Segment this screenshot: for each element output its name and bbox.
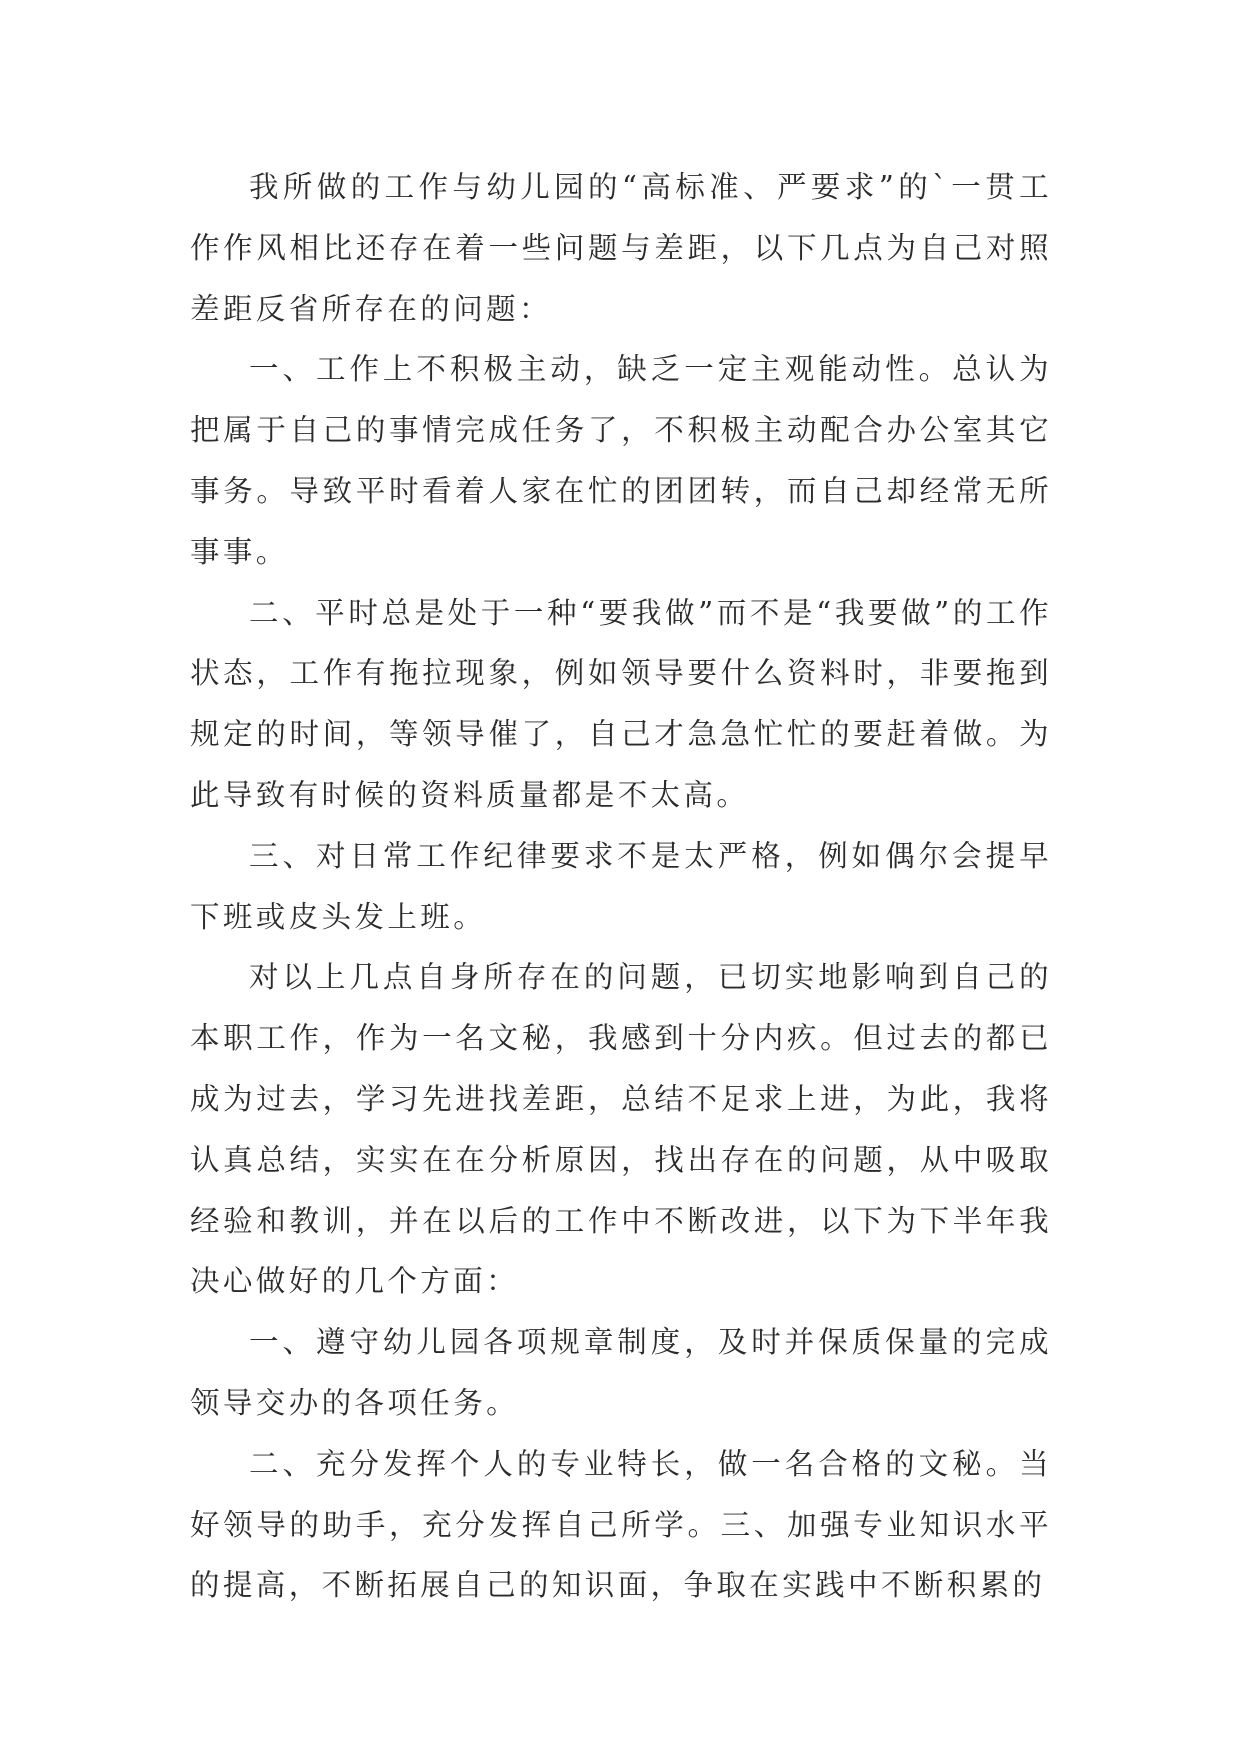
paragraph-reflection: 对以上几点自身所存在的问题，已切实地影响到自己的本职工作，作为一名文秘，我感到十分内疚。但过去的都已成为过去，学习先进找差距，总结不足求上进，为此，我将认真总结，实实在在分析原因，找出存在的问题，从中吸取经验和教训，并在以后的工作中不断改进，以下为下半年我决心做好的几个方面： bbox=[190, 960, 1052, 1299]
paragraph-problem-3: 三、对日常工作纪律要求不是太严格，例如偶尔会提早下班或皮头发上班。 bbox=[190, 838, 1052, 934]
document-body bbox=[190, 157, 1052, 1616]
paragraph-problem-1: 一、工作上不积极主动，缺乏一定主观能动性。总认为把属于自己的事情完成任务了，不积极主动配合办公室其它事务。导致平时看着人家在忙的团团转，而自己却经常无所事事。 bbox=[190, 352, 1052, 569]
paragraph-plan-2: 二、充分发挥个人的专业特长，做一名合格的文秘。当好领导的助手，充分发挥自己所学。三、加强专业知识水平的提高，不断拓展自己的知识面，争取在实践中不断积累的 bbox=[190, 1446, 1052, 1603]
paragraph-problem-2: 二、平时总是处于一种“要我做”而不是“我要做”的工作状态，工作有拖拉现象，例如领导要什么资料时，非要拖到规定的时间，等领导催了，自己才急急忙忙的要赶着做。为此导致有时候的资料质量都是不太高。 bbox=[190, 595, 1052, 812]
paragraph-intro: 我所做的工作与幼儿园的“高标准、严要求”的`一贯工作作风相比还存在着一些问题与差距，以下几点为自己对照差距反省所存在的问题： bbox=[190, 170, 1052, 326]
paragraph-plan-1: 一、遵守幼儿园各项规章制度，及时并保质保量的完成领导交办的各项任务。 bbox=[190, 1325, 1052, 1420]
